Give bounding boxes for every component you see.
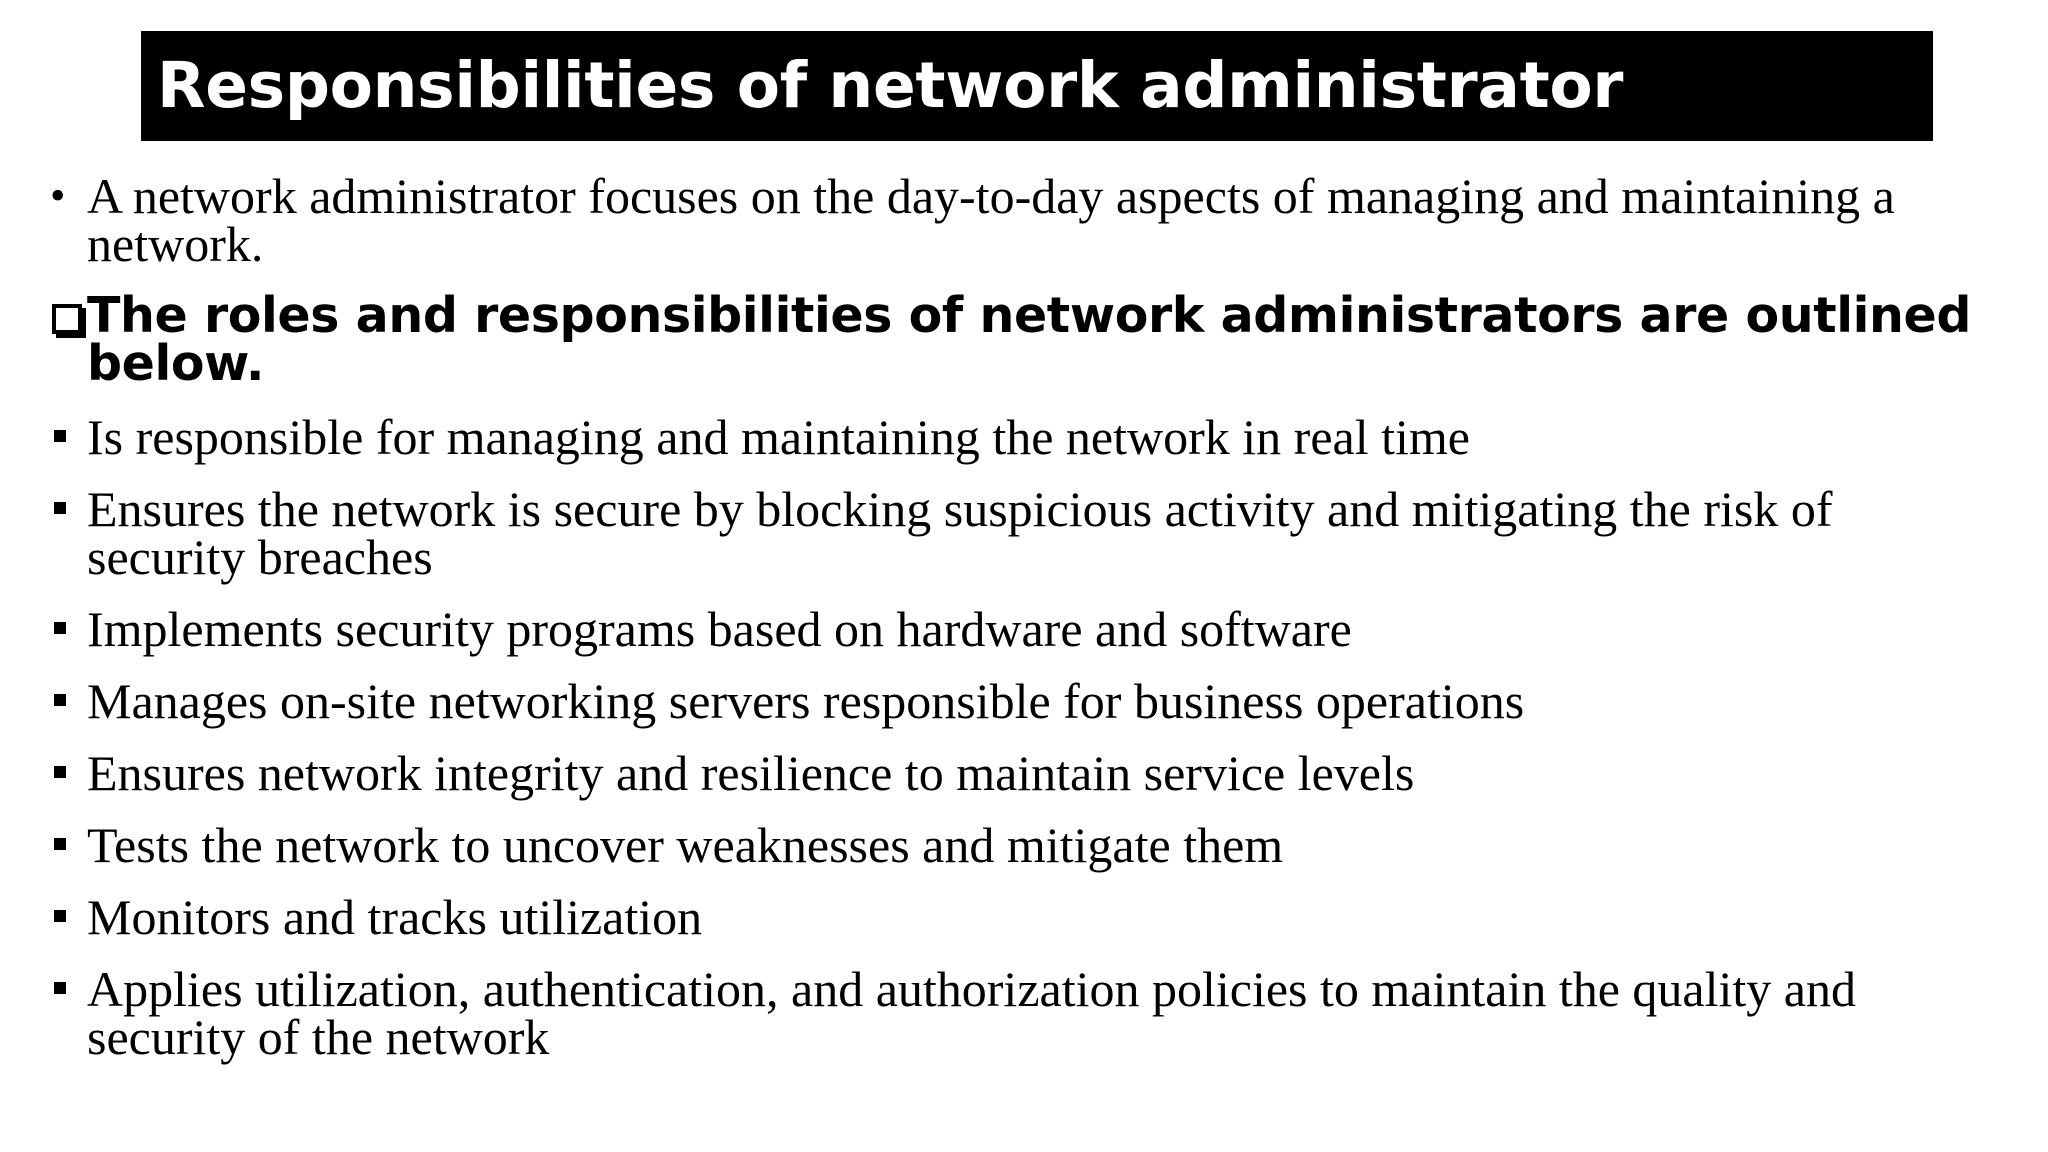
square-bullet-icon <box>54 766 66 778</box>
square-bullet-icon <box>54 838 66 850</box>
square-bullet-icon <box>54 910 66 922</box>
square-bullet-icon <box>54 430 66 442</box>
list-item-text: Manages on-site networking servers responsible for business operations <box>87 673 1525 729</box>
slide-title: Responsibilities of network administrator <box>157 49 1624 122</box>
round-bullet: • <box>50 171 66 220</box>
list-item-text: Monitors and tracks utilization <box>87 889 703 945</box>
list-item-text: Implements security programs based on hardware and software <box>87 601 1352 657</box>
list-item-text: Ensures the network is secure by blocking suspicious activity and mitigating the risk of security breaches <box>87 481 1833 585</box>
checkbox-icon <box>52 304 82 334</box>
section-heading-text: The roles and responsibilities of network administrators are outlined below. <box>87 287 1972 392</box>
intro-text: A network administrator focuses on the day-to-day aspects of managing and maintaining a network. <box>87 168 1895 272</box>
square-bullet-icon <box>54 982 66 994</box>
list-item-text: Is responsible for managing and maintaining the network in real time <box>87 409 1470 465</box>
square-bullet-icon <box>54 694 66 706</box>
list-item-text: Tests the network to uncover weaknesses and mitigate them <box>87 817 1284 873</box>
square-bullet-icon <box>54 502 66 514</box>
list-item-text: Ensures network integrity and resilience to maintain service levels <box>87 745 1415 801</box>
square-bullet-icon <box>54 622 66 634</box>
list-item-text: Applies utilization, authentication, and authorization policies to maintain the quality and security of the network <box>87 961 1856 1065</box>
